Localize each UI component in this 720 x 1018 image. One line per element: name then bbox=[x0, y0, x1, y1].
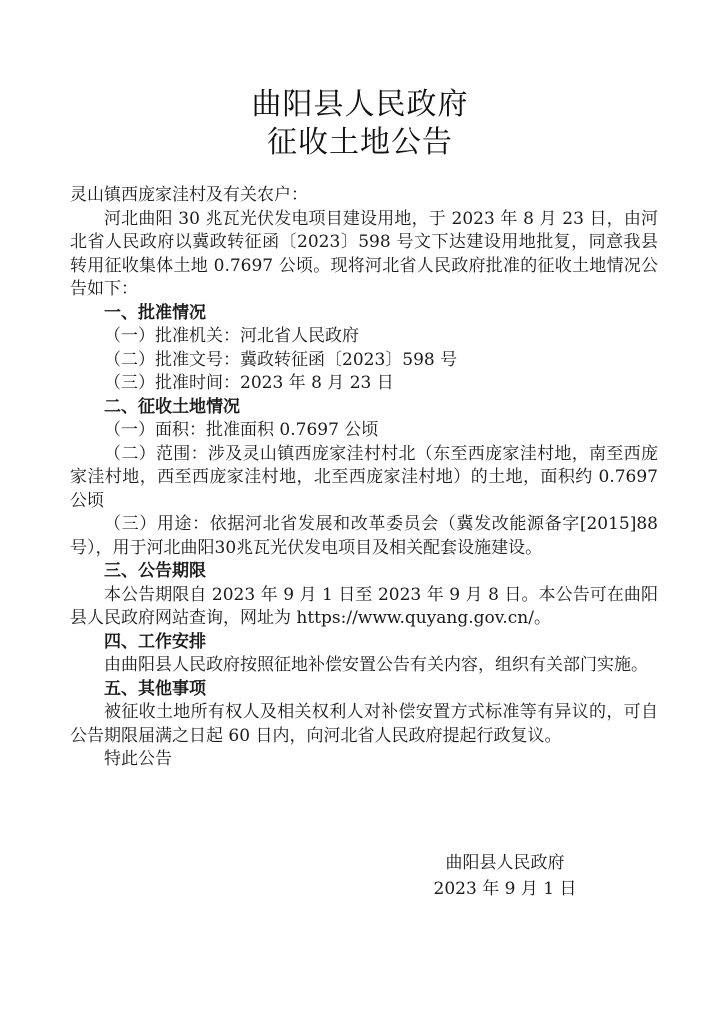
document-title-line1: 曲阳县人民政府 bbox=[251, 87, 469, 122]
document-body bbox=[70, 184, 658, 772]
document-title-line2: 征收土地公告 bbox=[267, 125, 453, 160]
signature-organization: 曲阳县人民政府 bbox=[445, 853, 565, 873]
land-scope: （二）范围：涉及灵山镇西庞家洼村村北（东至西庞家洼村地，南至西庞家洼村地，西至西庞家洼村地，北至西庞家洼村地）的土地，面积约 0.7697 公顷 bbox=[70, 443, 658, 511]
approval-authority: （一）批准机关：河北省人民政府 bbox=[104, 326, 359, 346]
section-heading-other: 五、其他事项 bbox=[104, 678, 206, 699]
approval-document-number: （二）批准文号：冀政转征函〔2023〕598 号 bbox=[104, 349, 458, 370]
signature-date: 2023 年 9 月 1 日 bbox=[433, 879, 577, 899]
closing-phrase: 特此公告 bbox=[104, 749, 172, 769]
section-heading-approval: 一、批准情况 bbox=[104, 302, 206, 323]
section-heading-land: 二、征收土地情况 bbox=[104, 396, 240, 417]
section-heading-period: 三、公告期限 bbox=[104, 561, 206, 581]
section-heading-arrangement: 四、工作安排 bbox=[104, 631, 206, 652]
addressee: 灵山镇西庞家洼村及有关农户： bbox=[70, 185, 308, 205]
intro-paragraph: 河北曲阳 30 兆瓦光伏发电项目建设用地，于 2023 年 8 月 23 日，由河北省人民政府以冀政转征函〔2023〕598 号文下达建设用地批复，同意我县转用征收集体土地 0.7697 公顷。现将河北省人民政府批准的征收土地情况公告如下： bbox=[70, 208, 658, 299]
notice-period: 本公告期限自 2023 年 9 月 1 日至 2023 年 9 月 8 日。本公告可在曲阳县人民政府网站查询，网址为 https://www.quyang.gov.cn/。 bbox=[70, 584, 658, 628]
land-purpose: （三）用途：依据河北省发展和改革委员会（冀发改能源备字[2015]88号），用于河北曲阳30兆瓦光伏发电项目及相关配套设施建设。 bbox=[70, 514, 658, 558]
land-area: （一）面积：批准面积 0.7697 公顷 bbox=[104, 420, 379, 440]
other-matters: 被征收土地所有权人及相关权利人对补偿安置方式标准等有异议的，可自公告期限届满之日起 60 日内，向河北省人民政府提起行政复议。 bbox=[70, 702, 658, 746]
work-arrangement: 由曲阳县人民政府按照征地补偿安置公告有关内容，组织有关部门实施。 bbox=[104, 655, 648, 675]
approval-date: （三）批准时间：2023 年 8 月 23 日 bbox=[104, 373, 394, 393]
